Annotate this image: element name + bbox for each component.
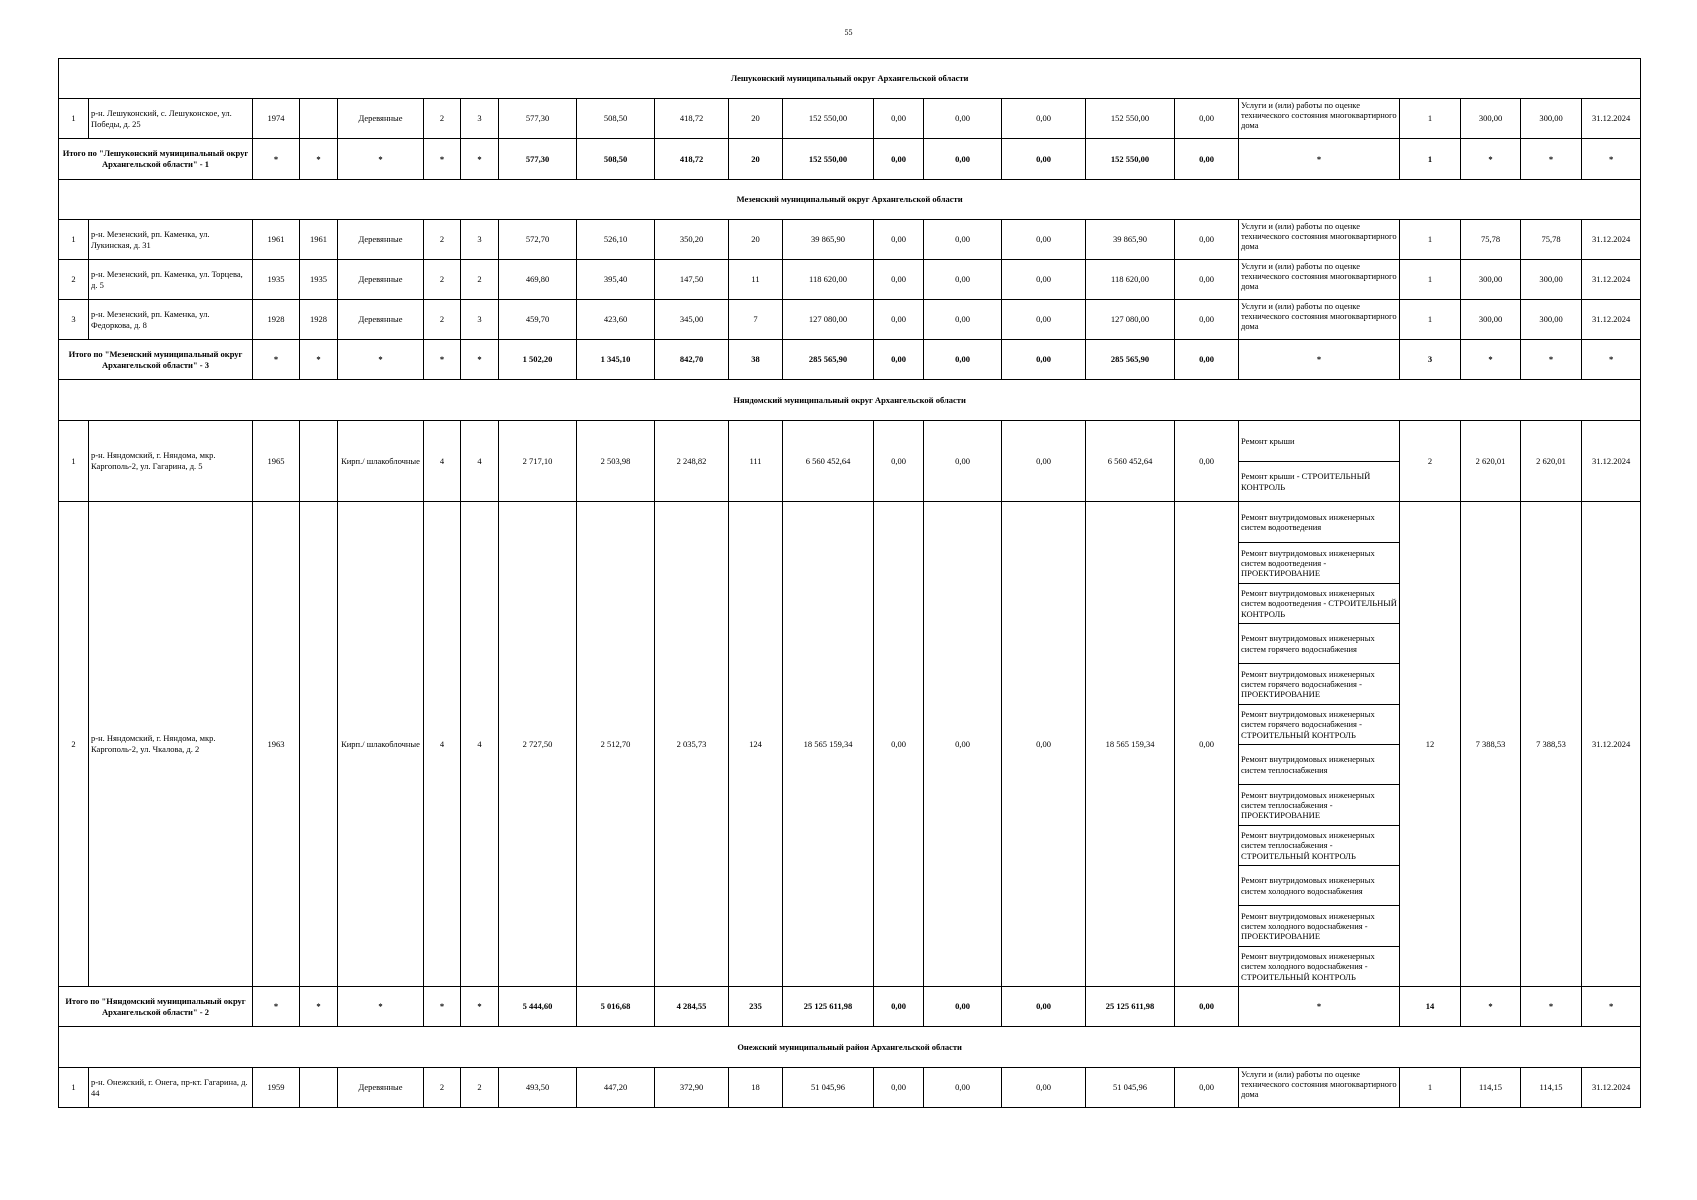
total-area-residential: 418,72: [655, 139, 729, 180]
cell-works-count: 1: [1400, 260, 1461, 300]
cell-works: [1239, 1068, 1400, 1108]
cell-entrances: 2: [461, 1068, 499, 1108]
cell-deadline: 31.12.2024: [1582, 502, 1641, 987]
cell-area-residential: 2 248,82: [655, 421, 729, 502]
cell-entrances: 3: [461, 99, 499, 139]
cell-works-count: 2: [1400, 421, 1461, 502]
cell-fund-fed: 0,00: [874, 421, 924, 502]
total-fund-fed: 0,00: [874, 987, 924, 1027]
cell-unit-cost: 75,78: [1461, 220, 1521, 260]
work-item: Ремонт внутридомовых инженерных систем холодного водоснабжения - СТРОИТЕЛЬНЫЙ КОНТРОЛЬ: [1239, 946, 1399, 986]
cell-fund-region: 0,00: [924, 502, 1002, 987]
cell-area-total: 469,80: [499, 260, 577, 300]
total-cost-total: 152 550,00: [783, 139, 874, 180]
page-number: 55: [844, 28, 853, 37]
total-deadline: *: [1582, 987, 1641, 1027]
total-cost-total: 25 125 611,98: [783, 987, 874, 1027]
total-residents: 38: [729, 340, 783, 380]
total-fund-region: 0,00: [924, 987, 1002, 1027]
total-works-count: 14: [1400, 987, 1461, 1027]
total-area-residential: 842,70: [655, 340, 729, 380]
total-year-overhaul: *: [300, 987, 338, 1027]
table-row: [59, 260, 1641, 300]
total-row: [59, 139, 1641, 180]
table-row: [59, 99, 1641, 139]
section-header: Няндомский муниципальный округ Архангельской области: [59, 380, 1641, 421]
cell-fund-fed: 0,00: [874, 220, 924, 260]
cell-num: 1: [59, 421, 89, 502]
total-fund-other: 0,00: [1175, 340, 1239, 380]
cell-area-living: 423,60: [577, 300, 655, 340]
cell-residents: 20: [729, 99, 783, 139]
cell-max-cost: 7 388,53: [1521, 502, 1582, 987]
work-item: Ремонт внутридомовых инженерных систем горячего водоснабжения - СТРОИТЕЛЬНЫЙ КОНТРОЛЬ: [1239, 704, 1399, 744]
cell-area-living: 2 512,70: [577, 502, 655, 987]
cell-area-residential: 2 035,73: [655, 502, 729, 987]
cell-cost-total: 127 080,00: [783, 300, 874, 340]
cell-works-count: 12: [1400, 502, 1461, 987]
work-item: Ремонт внутридомовых инженерных систем холодного водоснабжения - ПРОЕКТИРОВАНИЕ: [1239, 905, 1399, 946]
total-year-overhaul: *: [300, 139, 338, 180]
cell-fund-local: 0,00: [1002, 99, 1086, 139]
total-area-residential: 4 284,55: [655, 987, 729, 1027]
cell-area-living: 2 503,98: [577, 421, 655, 502]
section-header: Лешуконский муниципальный округ Архангельской области: [59, 59, 1641, 99]
table-row: [59, 1068, 1641, 1108]
cell-area-total: 493,50: [499, 1068, 577, 1108]
total-label: Итого по "Лешуконский муниципальный округ Архангельской области" - 1: [59, 139, 253, 180]
cell-num: 1: [59, 220, 89, 260]
table-row: [59, 502, 1641, 987]
cell-address: р-н. Няндомский, г. Няндома, мкр. Каргополь-2, ул. Чкалова, д. 2: [89, 502, 253, 987]
cell-address: р-н. Мезенский, рп. Каменка, ул. Торцева, д. 5: [89, 260, 253, 300]
cell-area-residential: 345,00: [655, 300, 729, 340]
cell-year-built: 1928: [253, 300, 300, 340]
cell-entrances: 2: [461, 260, 499, 300]
work-item: Ремонт внутридомовых инженерных систем теплоснабжения: [1239, 744, 1399, 784]
cell-unit-cost: 2 620,01: [1461, 421, 1521, 502]
cell-entrances: 3: [461, 220, 499, 260]
cell-fund-fed: 0,00: [874, 502, 924, 987]
cell-area-living: 526,10: [577, 220, 655, 260]
cell-num: 3: [59, 300, 89, 340]
total-unit-cost: *: [1461, 340, 1521, 380]
cell-fund-owners: 18 565 159,34: [1086, 502, 1175, 987]
total-cost-total: 285 565,90: [783, 340, 874, 380]
total-year-overhaul: *: [300, 340, 338, 380]
cell-walls: Деревянные: [338, 260, 424, 300]
cell-fund-fed: 0,00: [874, 1068, 924, 1108]
cell-fund-owners: 6 560 452,64: [1086, 421, 1175, 502]
total-area-total: 5 444,60: [499, 987, 577, 1027]
cell-fund-local: 0,00: [1002, 502, 1086, 987]
cell-cost-total: 118 620,00: [783, 260, 874, 300]
cell-entrances: 4: [461, 421, 499, 502]
cell-fund-region: 0,00: [924, 1068, 1002, 1108]
cell-address: р-н. Няндомский, г. Няндома, мкр. Каргополь-2, ул. Гагарина, д. 5: [89, 421, 253, 502]
cell-fund-owners: 51 045,96: [1086, 1068, 1175, 1108]
cell-num: 1: [59, 1068, 89, 1108]
total-fund-fed: 0,00: [874, 139, 924, 180]
total-unit-cost: *: [1461, 987, 1521, 1027]
total-walls: *: [338, 139, 424, 180]
cell-year-overhaul: [300, 421, 338, 502]
cell-max-cost: 75,78: [1521, 220, 1582, 260]
total-area-living: 1 345,10: [577, 340, 655, 380]
cell-fund-region: 0,00: [924, 99, 1002, 139]
cell-area-residential: 350,20: [655, 220, 729, 260]
total-works: *: [1239, 987, 1400, 1027]
cell-fund-fed: 0,00: [874, 99, 924, 139]
total-fund-local: 0,00: [1002, 340, 1086, 380]
cell-works: [1239, 220, 1400, 260]
work-item: Ремонт внутридомовых инженерных систем теплоснабжения - ПРОЕКТИРОВАНИЕ: [1239, 784, 1399, 825]
cell-area-total: 577,30: [499, 99, 577, 139]
total-works-count: 3: [1400, 340, 1461, 380]
cell-num: 2: [59, 502, 89, 987]
cell-cost-total: 18 565 159,34: [783, 502, 874, 987]
cell-floors: 2: [424, 300, 461, 340]
total-fund-other: 0,00: [1175, 139, 1239, 180]
cell-year-built: 1961: [253, 220, 300, 260]
cell-floors: 2: [424, 1068, 461, 1108]
total-max-cost: *: [1521, 987, 1582, 1027]
cell-year-overhaul: [300, 502, 338, 987]
work-item: Ремонт внутридомовых инженерных систем теплоснабжения - СТРОИТЕЛЬНЫЙ КОНТРОЛЬ: [1239, 825, 1399, 865]
cell-deadline: 31.12.2024: [1582, 1068, 1641, 1108]
cell-fund-other: 0,00: [1175, 421, 1239, 502]
cell-max-cost: 300,00: [1521, 99, 1582, 139]
cell-year-built: 1959: [253, 1068, 300, 1108]
work-item: Ремонт внутридомовых инженерных систем водоотведения - СТРОИТЕЛЬНЫЙ КОНТРОЛЬ: [1239, 583, 1399, 623]
total-area-total: 577,30: [499, 139, 577, 180]
work-item: Ремонт внутридомовых инженерных систем водоотведения: [1241, 511, 1375, 532]
cell-fund-region: 0,00: [924, 260, 1002, 300]
total-row: [59, 340, 1641, 380]
total-fund-local: 0,00: [1002, 139, 1086, 180]
total-residents: 20: [729, 139, 783, 180]
cell-num: 2: [59, 260, 89, 300]
cell-area-total: 459,70: [499, 300, 577, 340]
cell-cost-total: 39 865,90: [783, 220, 874, 260]
cell-fund-other: 0,00: [1175, 300, 1239, 340]
cell-works: [1239, 260, 1400, 300]
total-entrances: *: [461, 987, 499, 1027]
cell-deadline: 31.12.2024: [1582, 421, 1641, 502]
total-fund-local: 0,00: [1002, 987, 1086, 1027]
cell-cost-total: 152 550,00: [783, 99, 874, 139]
cell-address: р-н. Мезенский, рп. Каменка, ул. Лукинская, д. 31: [89, 220, 253, 260]
cell-works-count: 1: [1400, 220, 1461, 260]
cell-works: [1239, 300, 1400, 340]
cell-area-total: 572,70: [499, 220, 577, 260]
cell-max-cost: 300,00: [1521, 300, 1582, 340]
total-works: *: [1239, 340, 1400, 380]
total-fund-owners: 25 125 611,98: [1086, 987, 1175, 1027]
total-floors: *: [424, 987, 461, 1027]
table-row: [59, 421, 1641, 502]
work-item: Ремонт крыши - СТРОИТЕЛЬНЫЙ КОНТРОЛЬ: [1239, 461, 1399, 501]
cell-unit-cost: 300,00: [1461, 300, 1521, 340]
cell-fund-region: 0,00: [924, 421, 1002, 502]
cell-address: р-н. Мезенский, рп. Каменка, ул. Федоркова, д. 8: [89, 300, 253, 340]
cell-area-residential: 418,72: [655, 99, 729, 139]
cell-num: 1: [59, 99, 89, 139]
cell-fund-fed: 0,00: [874, 260, 924, 300]
cell-area-living: 508,50: [577, 99, 655, 139]
cell-fund-owners: 39 865,90: [1086, 220, 1175, 260]
cell-area-living: 447,20: [577, 1068, 655, 1108]
cell-deadline: 31.12.2024: [1582, 300, 1641, 340]
total-residents: 235: [729, 987, 783, 1027]
cell-address: р-н. Онежский, г. Онега, пр-кт. Гагарина, д. 44: [89, 1068, 253, 1108]
cell-works-count: 1: [1400, 300, 1461, 340]
total-label: Итого по "Мезенский муниципальный округ Архангельской области" - 3: [59, 340, 253, 380]
total-fund-region: 0,00: [924, 139, 1002, 180]
cell-area-living: 395,40: [577, 260, 655, 300]
cell-residents: 18: [729, 1068, 783, 1108]
cell-floors: 4: [424, 502, 461, 987]
cell-deadline: 31.12.2024: [1582, 99, 1641, 139]
cell-residents: 124: [729, 502, 783, 987]
cell-area-total: 2 717,10: [499, 421, 577, 502]
cell-max-cost: 300,00: [1521, 260, 1582, 300]
cell-year-built: 1965: [253, 421, 300, 502]
work-item: Ремонт внутридомовых инженерных систем холодного водоснабжения: [1239, 865, 1399, 905]
total-year-built: *: [253, 139, 300, 180]
total-works-count: 1: [1400, 139, 1461, 180]
cell-year-overhaul: 1961: [300, 220, 338, 260]
table-row: [59, 220, 1641, 260]
total-fund-other: 0,00: [1175, 987, 1239, 1027]
cell-walls: Деревянные: [338, 220, 424, 260]
work-item: Ремонт внутридомовых инженерных систем горячего водоснабжения: [1239, 623, 1399, 663]
cell-fund-other: 0,00: [1175, 99, 1239, 139]
cell-walls: Кирп./ шлакоблочные: [338, 502, 424, 987]
cell-walls: Деревянные: [338, 99, 424, 139]
total-year-built: *: [253, 987, 300, 1027]
cell-works-count: 1: [1400, 99, 1461, 139]
cell-fund-local: 0,00: [1002, 300, 1086, 340]
cell-fund-local: 0,00: [1002, 1068, 1086, 1108]
work-item: Услуги и (или) работы по оценке технического состояния многоквартирного дома: [1241, 221, 1397, 252]
cell-works-count: 1: [1400, 1068, 1461, 1108]
cell-walls: Деревянные: [338, 1068, 424, 1108]
total-walls: *: [338, 987, 424, 1027]
cell-fund-region: 0,00: [924, 300, 1002, 340]
cell-year-overhaul: 1935: [300, 260, 338, 300]
total-row: [59, 987, 1641, 1027]
cell-fund-other: 0,00: [1175, 220, 1239, 260]
total-unit-cost: *: [1461, 139, 1521, 180]
cell-floors: 2: [424, 99, 461, 139]
cell-residents: 7: [729, 300, 783, 340]
cell-walls: Кирп./ шлакоблочные: [338, 421, 424, 502]
table-row: [59, 300, 1641, 340]
cell-unit-cost: 300,00: [1461, 260, 1521, 300]
cell-fund-local: 0,00: [1002, 260, 1086, 300]
cell-fund-owners: 127 080,00: [1086, 300, 1175, 340]
cell-year-overhaul: 1928: [300, 300, 338, 340]
work-item: Услуги и (или) работы по оценке технического состояния многоквартирного дома: [1241, 301, 1397, 332]
cell-area-total: 2 727,50: [499, 502, 577, 987]
cell-fund-other: 0,00: [1175, 1068, 1239, 1108]
cell-fund-region: 0,00: [924, 220, 1002, 260]
cell-fund-local: 0,00: [1002, 421, 1086, 502]
overhaul-register-table: [58, 58, 1641, 1108]
cell-residents: 111: [729, 421, 783, 502]
cell-max-cost: 114,15: [1521, 1068, 1582, 1108]
cell-works: [1239, 421, 1400, 502]
total-year-built: *: [253, 340, 300, 380]
total-fund-owners: 285 565,90: [1086, 340, 1175, 380]
cell-residents: 11: [729, 260, 783, 300]
cell-fund-owners: 152 550,00: [1086, 99, 1175, 139]
work-item: Услуги и (или) работы по оценке технического состояния многоквартирного дома: [1241, 100, 1397, 131]
work-item: Ремонт крыши: [1241, 435, 1295, 446]
total-fund-owners: 152 550,00: [1086, 139, 1175, 180]
cell-floors: 4: [424, 421, 461, 502]
cell-deadline: 31.12.2024: [1582, 220, 1641, 260]
work-item: Ремонт внутридомовых инженерных систем водоотведения - ПРОЕКТИРОВАНИЕ: [1239, 542, 1399, 583]
cell-entrances: 3: [461, 300, 499, 340]
cell-fund-local: 0,00: [1002, 220, 1086, 260]
cell-deadline: 31.12.2024: [1582, 260, 1641, 300]
total-max-cost: *: [1521, 139, 1582, 180]
total-label: Итого по "Няндомский муниципальный округ Архангельской области" - 2: [59, 987, 253, 1027]
cell-area-residential: 372,90: [655, 1068, 729, 1108]
cell-floors: 2: [424, 260, 461, 300]
work-item: Услуги и (или) работы по оценке технического состояния многоквартирного дома: [1241, 1069, 1397, 1100]
total-area-living: 5 016,68: [577, 987, 655, 1027]
total-max-cost: *: [1521, 340, 1582, 380]
total-fund-region: 0,00: [924, 340, 1002, 380]
section-header: Мезенский муниципальный округ Архангельской области: [59, 180, 1641, 220]
cell-year-built: 1935: [253, 260, 300, 300]
cell-year-overhaul: [300, 99, 338, 139]
section-header: Онежский муниципальный район Архангельской области: [59, 1027, 1641, 1068]
cell-cost-total: 6 560 452,64: [783, 421, 874, 502]
cell-unit-cost: 114,15: [1461, 1068, 1521, 1108]
cell-year-built: 1963: [253, 502, 300, 987]
work-item: Ремонт внутридомовых инженерных систем горячего водоснабжения - ПРОЕКТИРОВАНИЕ: [1239, 663, 1399, 704]
total-floors: *: [424, 340, 461, 380]
cell-works: [1239, 502, 1400, 987]
cell-walls: Деревянные: [338, 300, 424, 340]
cell-floors: 2: [424, 220, 461, 260]
total-fund-fed: 0,00: [874, 340, 924, 380]
total-floors: *: [424, 139, 461, 180]
work-item: Услуги и (или) работы по оценке технического состояния многоквартирного дома: [1241, 261, 1397, 292]
cell-unit-cost: 7 388,53: [1461, 502, 1521, 987]
cell-unit-cost: 300,00: [1461, 99, 1521, 139]
total-area-living: 508,50: [577, 139, 655, 180]
cell-fund-other: 0,00: [1175, 260, 1239, 300]
cell-year-overhaul: [300, 1068, 338, 1108]
total-deadline: *: [1582, 139, 1641, 180]
cell-fund-fed: 0,00: [874, 300, 924, 340]
cell-address: р-н. Лешуконский, с. Лешуконское, ул. Победы, д. 25: [89, 99, 253, 139]
total-entrances: *: [461, 139, 499, 180]
total-deadline: *: [1582, 340, 1641, 380]
total-entrances: *: [461, 340, 499, 380]
cell-fund-other: 0,00: [1175, 502, 1239, 987]
cell-fund-owners: 118 620,00: [1086, 260, 1175, 300]
cell-area-residential: 147,50: [655, 260, 729, 300]
cell-residents: 20: [729, 220, 783, 260]
cell-year-built: 1974: [253, 99, 300, 139]
cell-cost-total: 51 045,96: [783, 1068, 874, 1108]
cell-max-cost: 2 620,01: [1521, 421, 1582, 502]
total-walls: *: [338, 340, 424, 380]
cell-entrances: 4: [461, 502, 499, 987]
cell-works: [1239, 99, 1400, 139]
total-works: *: [1239, 139, 1400, 180]
total-area-total: 1 502,20: [499, 340, 577, 380]
